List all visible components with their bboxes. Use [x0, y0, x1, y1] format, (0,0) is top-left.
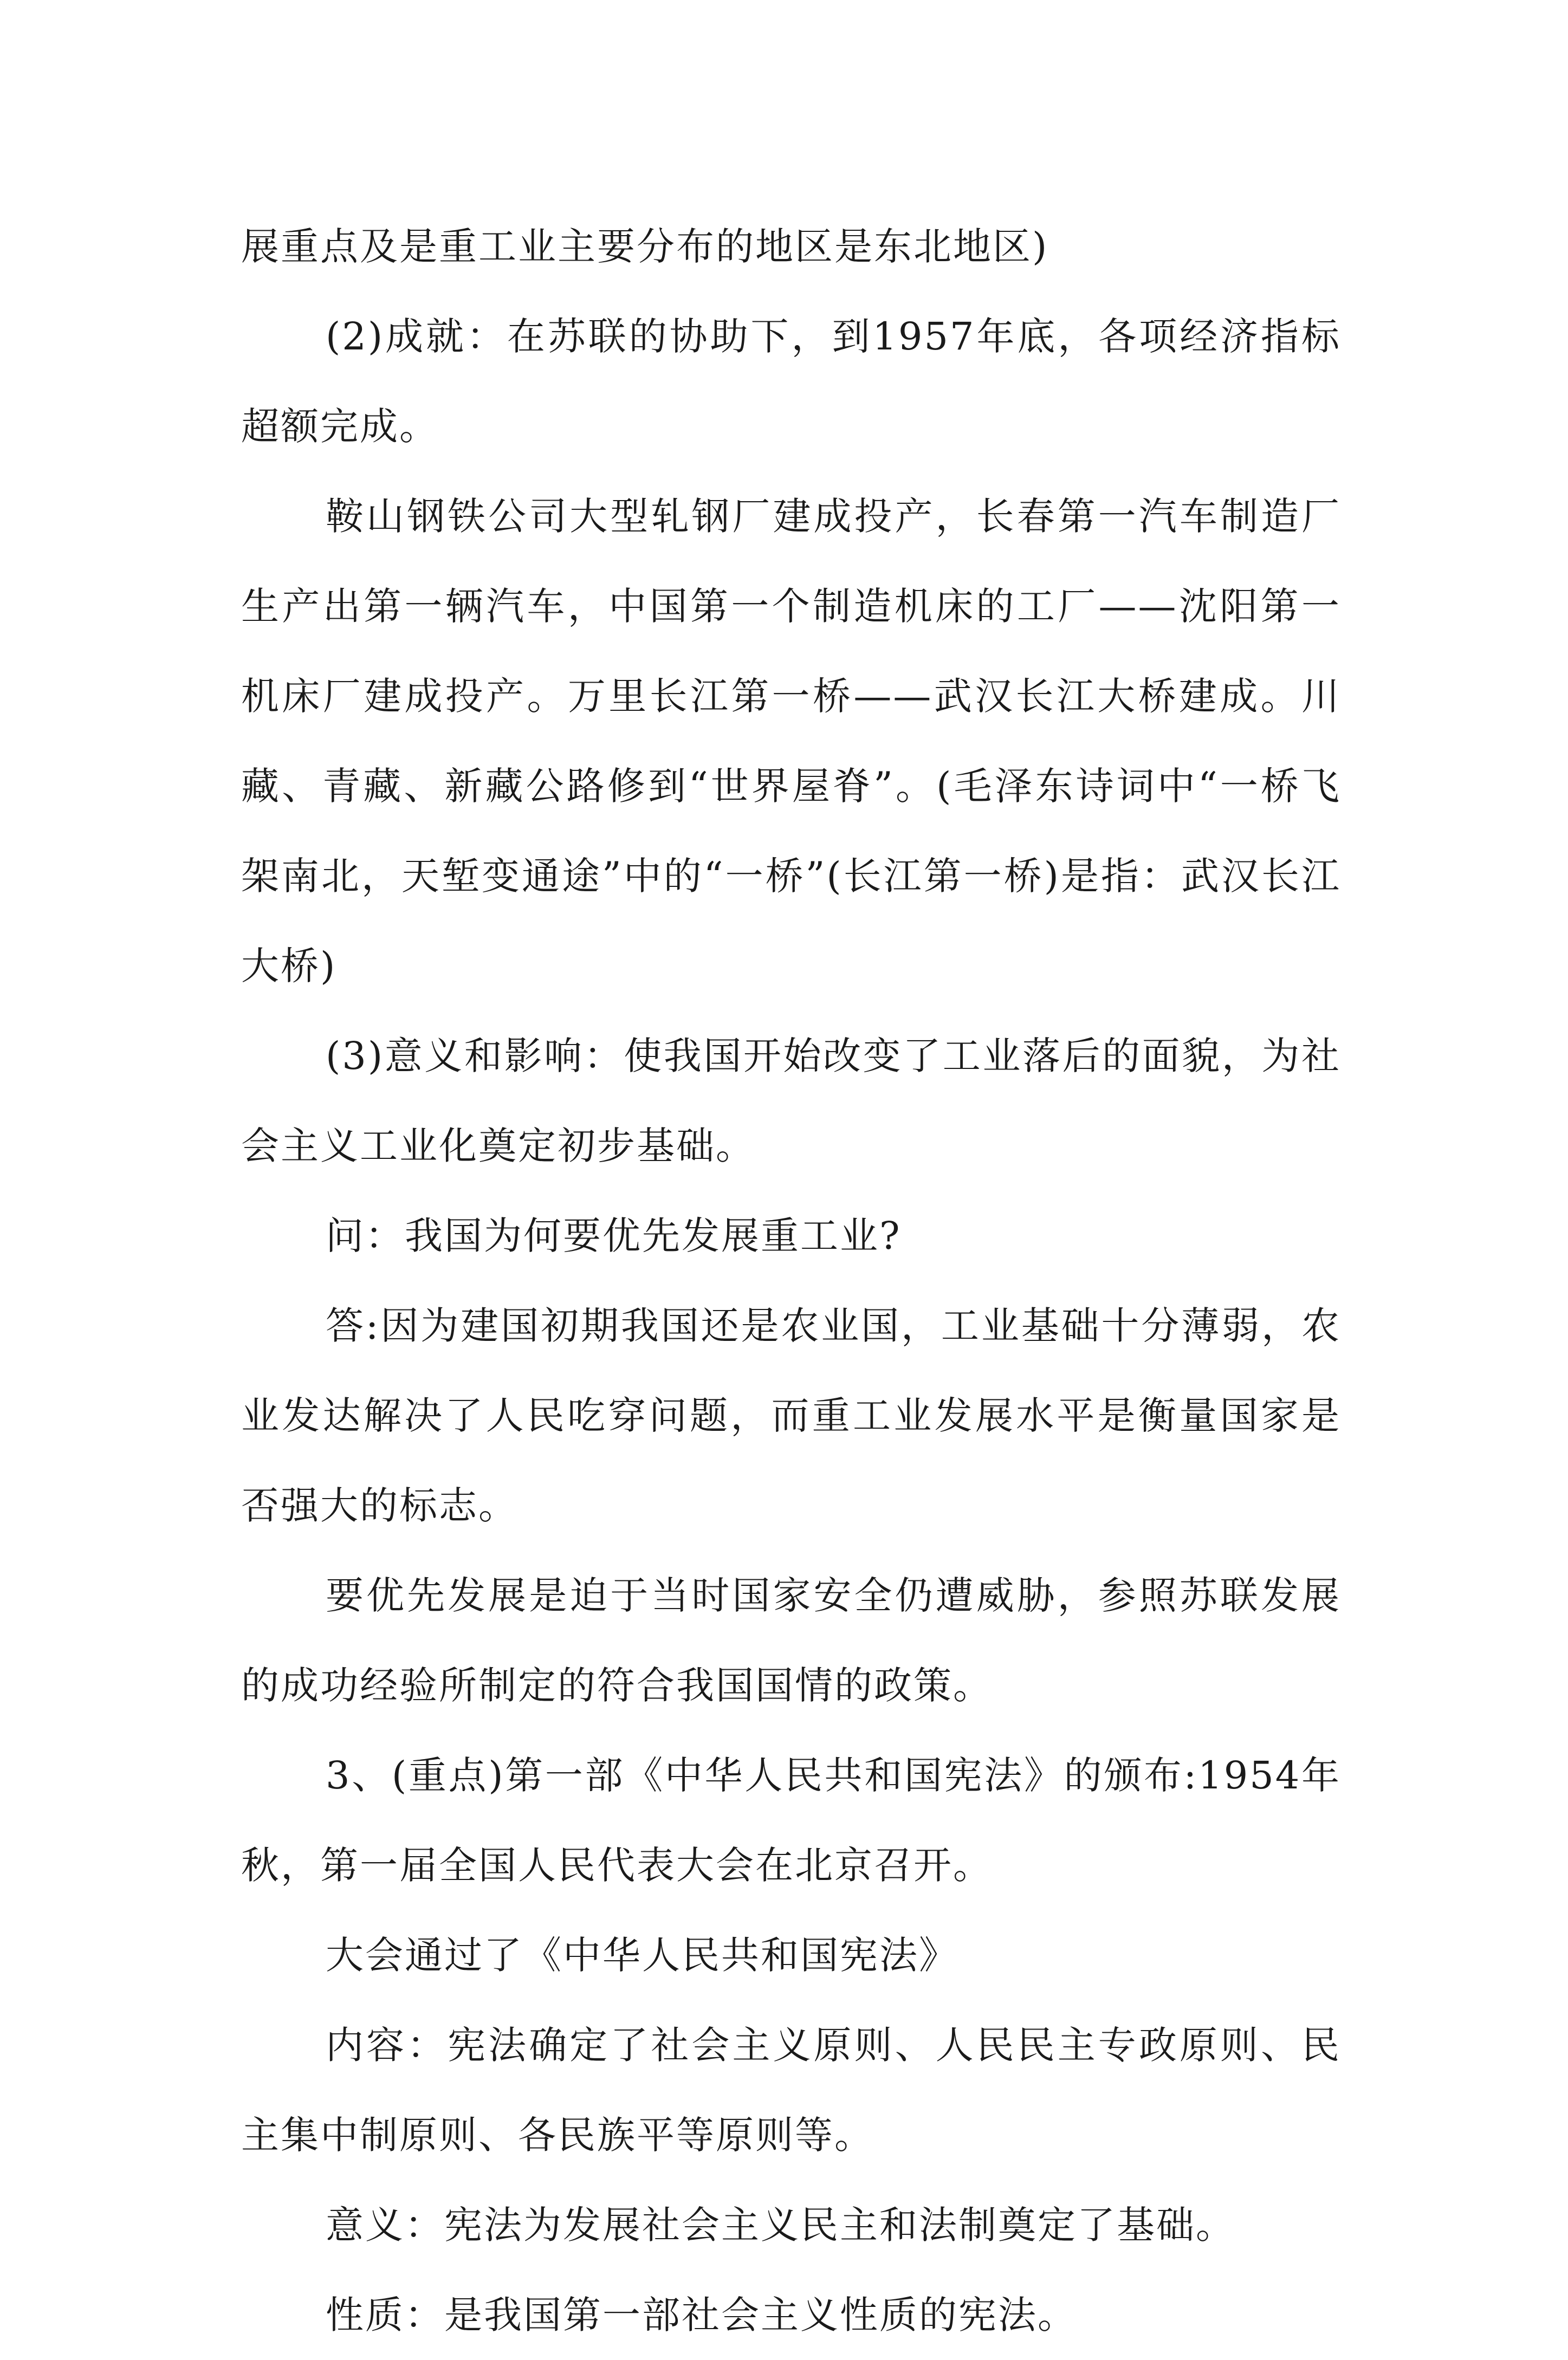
paragraph: 鞍山钢铁公司大型轧钢厂建成投产，长春第一汽车制造厂生产出第一辆汽车，中国第一个制造机床的工厂——沈阳第一机床厂建成投产。万里长江第一桥——武汉长江大桥建成。川藏、青藏、新藏公路修到“世界屋脊”。(毛泽东诗词中“一桥飞架南北，天堑变通途”中的“一桥”(长江第一桥)是指：武汉长江大桥)	[241, 494, 1341, 988]
paragraph: 性质：是我国第一部社会主义性质的宪法。	[326, 2293, 1077, 2337]
document-body	[241, 202, 1341, 2360]
paragraph: 要优先发展是迫于当时国家安全仍遭威胁，参照苏联发展的成功经验所制定的符合我国国情的政策。	[241, 1573, 1341, 1708]
paragraph: 3、(重点)第一部《中华人民共和国宪法》的颁布:1954年秋，第一届全国人民代表大会在北京召开。	[241, 1753, 1341, 1888]
paragraph: 内容：宪法确定了社会主义原则、人民民主专政原则、民主集中制原则、各民族平等原则等。	[241, 2023, 1341, 2157]
paragraph: 问：我国为何要优先发展重工业?	[326, 1214, 902, 1258]
paragraph: (2)成就：在苏联的协助下，到1957年底，各项经济指标超额完成。	[241, 314, 1341, 449]
paragraph: 答:因为建国初期我国还是农业国，工业基础十分薄弱，农业发达解决了人民吃穿问题，而重工业发展水平是衡量国家是否强大的标志。	[241, 1304, 1341, 1528]
paragraph: 大会通过了《中华人民共和国宪法》	[326, 1933, 958, 1978]
paragraph: 意义：宪法为发展社会主义民主和法制奠定了基础。	[326, 2203, 1235, 2247]
paragraph: 展重点及是重工业主要分布的地区是东北地区)	[241, 224, 1049, 269]
paragraph: (3)意义和影响：使我国开始改变了工业落后的面貌，为社会主义工业化奠定初步基础。	[241, 1034, 1341, 1168]
